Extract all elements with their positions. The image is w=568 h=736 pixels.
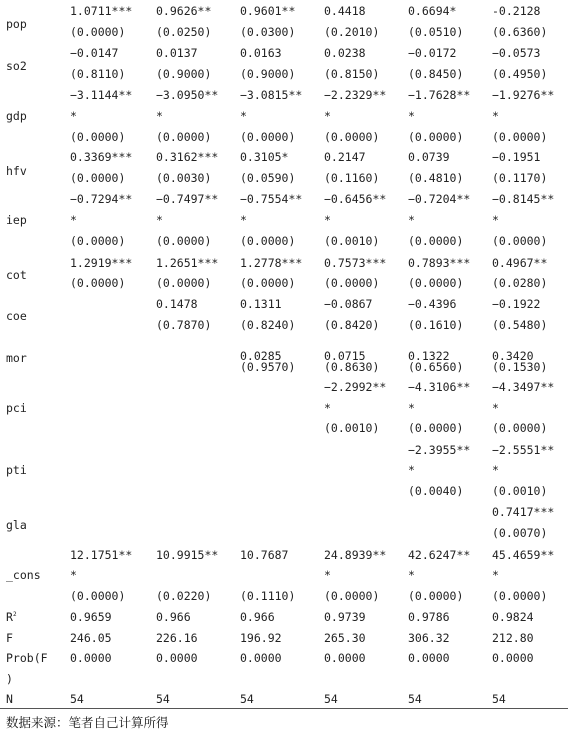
table-cell: −0.7554**: [240, 192, 303, 206]
table-cell: 0.2147: [324, 150, 366, 164]
table-cell: *: [324, 568, 331, 582]
table-cell: −2.5551**: [492, 443, 555, 457]
table-cell: (0.0000): [240, 130, 296, 144]
table-cell: *: [70, 109, 77, 123]
table-cell: (0.0000): [408, 234, 464, 248]
table-cell: 0.0137: [156, 46, 198, 60]
table-cell: 12.1751**: [70, 548, 133, 562]
table-cell: 226.16: [156, 631, 198, 645]
table-cell: 0.0715: [324, 349, 366, 363]
table-cell: −1.7628**: [408, 88, 471, 102]
table-cell: (0.9000): [240, 67, 296, 81]
row-label-text: so2: [6, 59, 27, 73]
table-cell: (0.0000): [240, 234, 296, 248]
row-label-text: R: [6, 610, 13, 624]
table-cell: (0.0000): [70, 171, 126, 185]
table-cell: 0.7893***: [408, 256, 471, 270]
table-cell: 0.0000: [324, 651, 366, 665]
table-cell: *: [492, 463, 499, 477]
source-note: 数据来源：笔者自己计算所得: [6, 715, 169, 730]
table-cell: (0.0000): [70, 25, 126, 39]
table-cell: (0.0250): [156, 25, 212, 39]
row-label: [6, 351, 27, 365]
table-cell: −0.7204**: [408, 192, 471, 206]
table-cell: −0.7497**: [156, 192, 219, 206]
table-cell: 0.3162***: [156, 150, 219, 164]
row-label: [6, 568, 41, 582]
table-cell: 54: [492, 692, 506, 706]
table-cell: 196.92: [240, 631, 282, 645]
table-cell: 0.6694*: [408, 4, 457, 18]
table-cell: (0.0000): [408, 130, 464, 144]
table-cell: 1.2778***: [240, 256, 303, 270]
row-label: [6, 692, 13, 706]
table-cell: 0.9626**: [156, 4, 212, 18]
table-cell: (0.0000): [324, 589, 380, 603]
table-cell: 0.1322: [408, 349, 450, 363]
table-cell: 0.3105*: [240, 150, 289, 164]
table-cell: *: [408, 463, 415, 477]
table-cell: 212.80: [492, 631, 534, 645]
row-label: [6, 631, 13, 645]
row-label: [6, 463, 27, 477]
table-cell: (0.1170): [492, 171, 548, 185]
table-cell: −3.0950**: [156, 88, 219, 102]
row-label-text: pci: [6, 401, 27, 415]
table-cell: 0.966: [240, 610, 275, 624]
table-cell: (0.0000): [324, 130, 380, 144]
table-cell: (0.0590): [240, 171, 296, 185]
table-cell: 0.1311: [240, 297, 282, 311]
table-cell: (0.0000): [156, 130, 212, 144]
row-label-text: iep: [6, 213, 27, 227]
table-cell: (0.1610): [408, 318, 464, 332]
table-cell: 54: [70, 692, 84, 706]
row-label: [6, 268, 27, 282]
table-cell: (0.0000): [324, 276, 380, 290]
table-cell: 0.4967**: [492, 256, 548, 270]
table-cell: (0.0010): [324, 421, 380, 435]
table-cell: −0.0867: [324, 297, 373, 311]
table-cell: *: [408, 109, 415, 123]
table-cell: (0.0070): [492, 526, 548, 540]
row-label-text: N: [6, 692, 13, 706]
table-cell: 45.4659**: [492, 548, 555, 562]
table-cell: *: [156, 109, 163, 123]
table-cell: 246.05: [70, 631, 112, 645]
row-label: [6, 164, 27, 178]
row-label-continuation: ): [6, 672, 13, 686]
table-cell: *: [240, 213, 247, 227]
table-cell: 0.0000: [156, 651, 198, 665]
table-cell: 0.3369***: [70, 150, 133, 164]
table-cell: (0.0030): [156, 171, 212, 185]
row-label-text: cot: [6, 268, 27, 282]
table-cell: 0.4418: [324, 4, 366, 18]
row-label: [6, 610, 17, 624]
table-cell: 0.1478: [156, 297, 198, 311]
table-cell: (0.0000): [70, 276, 126, 290]
row-label-text: F: [6, 631, 13, 645]
table-cell: (0.0000): [156, 276, 212, 290]
table-cell: 0.0739: [408, 150, 450, 164]
row-label: [6, 213, 27, 227]
table-cell: 0.0285: [240, 349, 282, 363]
table-cell: (0.0000): [492, 421, 548, 435]
table-cell: *: [492, 109, 499, 123]
table-cell: (0.1160): [324, 171, 380, 185]
table-cell: (0.9570): [240, 360, 296, 374]
table-cell: 10.7687: [240, 548, 289, 562]
table-cell: 42.6247**: [408, 548, 471, 562]
table-cell: *: [408, 213, 415, 227]
table-cell: −0.1951: [492, 150, 541, 164]
row-label: [6, 109, 27, 123]
table-cell: *: [492, 213, 499, 227]
table-cell: −1.9276**: [492, 88, 555, 102]
table-cell: 10.9915**: [156, 548, 219, 562]
table-cell: (0.5480): [492, 318, 548, 332]
row-label-text: pti: [6, 463, 27, 477]
table-cell: 0.9824: [492, 610, 534, 624]
table-cell: 0.9659: [70, 610, 112, 624]
table-cell: 54: [240, 692, 254, 706]
table-cell: −0.6456**: [324, 192, 387, 206]
table-cell: 0.0000: [492, 651, 534, 665]
table-cell: *: [324, 401, 331, 415]
table-cell: *: [240, 109, 247, 123]
table-cell: 265.30: [324, 631, 366, 645]
table-cell: 0.3420: [492, 349, 534, 363]
table-cell: 0.0163: [240, 46, 282, 60]
table-cell: −0.0147: [70, 46, 119, 60]
table-cell: (0.8240): [240, 318, 296, 332]
table-cell: (0.4810): [408, 171, 464, 185]
table-cell: *: [324, 109, 331, 123]
table-cell: (0.0000): [408, 589, 464, 603]
table-cell: (0.0040): [408, 484, 464, 498]
table-cell: (0.6560): [408, 360, 464, 374]
table-cell: (0.8110): [70, 67, 126, 81]
table-cell: (0.0000): [408, 421, 464, 435]
table-cell: −2.2329**: [324, 88, 387, 102]
table-cell: 24.8939**: [324, 548, 387, 562]
row-label-text: pop: [6, 17, 27, 31]
row-label: [6, 17, 27, 31]
table-cell: (0.0000): [70, 589, 126, 603]
table-cell: 0.9786: [408, 610, 450, 624]
table-cell: 1.2651***: [156, 256, 219, 270]
row-label-text: Prob(F: [6, 651, 48, 665]
row-label: [6, 651, 48, 665]
table-cell: −2.2992**: [324, 380, 387, 394]
row-label: [6, 59, 27, 73]
table-cell: (0.8450): [408, 67, 464, 81]
row-label-text: hfv: [6, 164, 27, 178]
row-label-superscript: 2: [12, 611, 17, 618]
table-cell: −0.1922: [492, 297, 541, 311]
table-cell: 1.2919***: [70, 256, 133, 270]
table-cell: (0.8630): [324, 360, 380, 374]
table-cell: (0.0010): [324, 234, 380, 248]
table-cell: *: [70, 568, 77, 582]
table-cell: (0.0000): [70, 234, 126, 248]
table-cell: 54: [324, 692, 338, 706]
table-cell: (0.2010): [324, 25, 380, 39]
table-cell: (0.0000): [70, 130, 126, 144]
table-cell: (0.0000): [156, 234, 212, 248]
table-cell: −2.3955**: [408, 443, 471, 457]
table-cell: 306.32: [408, 631, 450, 645]
table-cell: −4.3497**: [492, 380, 555, 394]
row-label-text: coe: [6, 309, 27, 323]
table-cell: *: [70, 213, 77, 227]
table-cell: 0.7573***: [324, 256, 387, 270]
table-cell: −0.0172: [408, 46, 457, 60]
table-cell: (0.7870): [156, 318, 212, 332]
table-cell: −0.4396: [408, 297, 457, 311]
table-cell: −0.7294**: [70, 192, 133, 206]
table-cell: 0.966: [156, 610, 191, 624]
row-label: [6, 401, 27, 415]
row-label: [6, 309, 27, 323]
table-cell: (0.1530): [492, 360, 548, 374]
table-cell: (0.9000): [156, 67, 212, 81]
table-cell: (0.1110): [240, 589, 296, 603]
table-cell: *: [408, 401, 415, 415]
table-cell: (0.8420): [324, 318, 380, 332]
table-bottom-rule: [0, 708, 568, 709]
row-label-text: gla: [6, 518, 27, 532]
table-cell: (0.0000): [492, 130, 548, 144]
table-cell: 1.0711***: [70, 4, 133, 18]
table-cell: (0.0000): [492, 234, 548, 248]
table-cell: −3.1144**: [70, 88, 133, 102]
table-cell: 54: [408, 692, 422, 706]
table-cell: 0.7417***: [492, 505, 555, 519]
table-cell: 0.0238: [324, 46, 366, 60]
table-cell: 0.0000: [408, 651, 450, 665]
table-cell: −3.0815**: [240, 88, 303, 102]
table-cell: −4.3106**: [408, 380, 471, 394]
table-cell: 0.0000: [70, 651, 112, 665]
table-cell: -0.2128: [492, 4, 541, 18]
table-cell: (0.6360): [492, 25, 548, 39]
table-cell: *: [408, 568, 415, 582]
table-cell: (0.0510): [408, 25, 464, 39]
table-cell: (0.0000): [492, 589, 548, 603]
table-cell: *: [156, 213, 163, 227]
table-cell: (0.0000): [408, 276, 464, 290]
table-cell: (0.0010): [492, 484, 548, 498]
row-label-text: mor: [6, 351, 27, 365]
table-cell: *: [492, 401, 499, 415]
row-label-text: gdp: [6, 109, 27, 123]
table-cell: −0.0573: [492, 46, 541, 60]
table-cell: *: [324, 213, 331, 227]
table-cell: 54: [156, 692, 170, 706]
table-cell: (0.0000): [240, 276, 296, 290]
table-cell: (0.8150): [324, 67, 380, 81]
table-cell: −0.8145**: [492, 192, 555, 206]
table-cell: 0.0000: [240, 651, 282, 665]
table-cell: 0.9739: [324, 610, 366, 624]
row-label-text: _cons: [6, 568, 41, 582]
row-label: [6, 518, 27, 532]
table-cell: 0.9601**: [240, 4, 296, 18]
table-cell: (0.0300): [240, 25, 296, 39]
table-cell: (0.0220): [156, 589, 212, 603]
table-cell: (0.0280): [492, 276, 548, 290]
table-cell: *: [492, 568, 499, 582]
table-cell: (0.4950): [492, 67, 548, 81]
